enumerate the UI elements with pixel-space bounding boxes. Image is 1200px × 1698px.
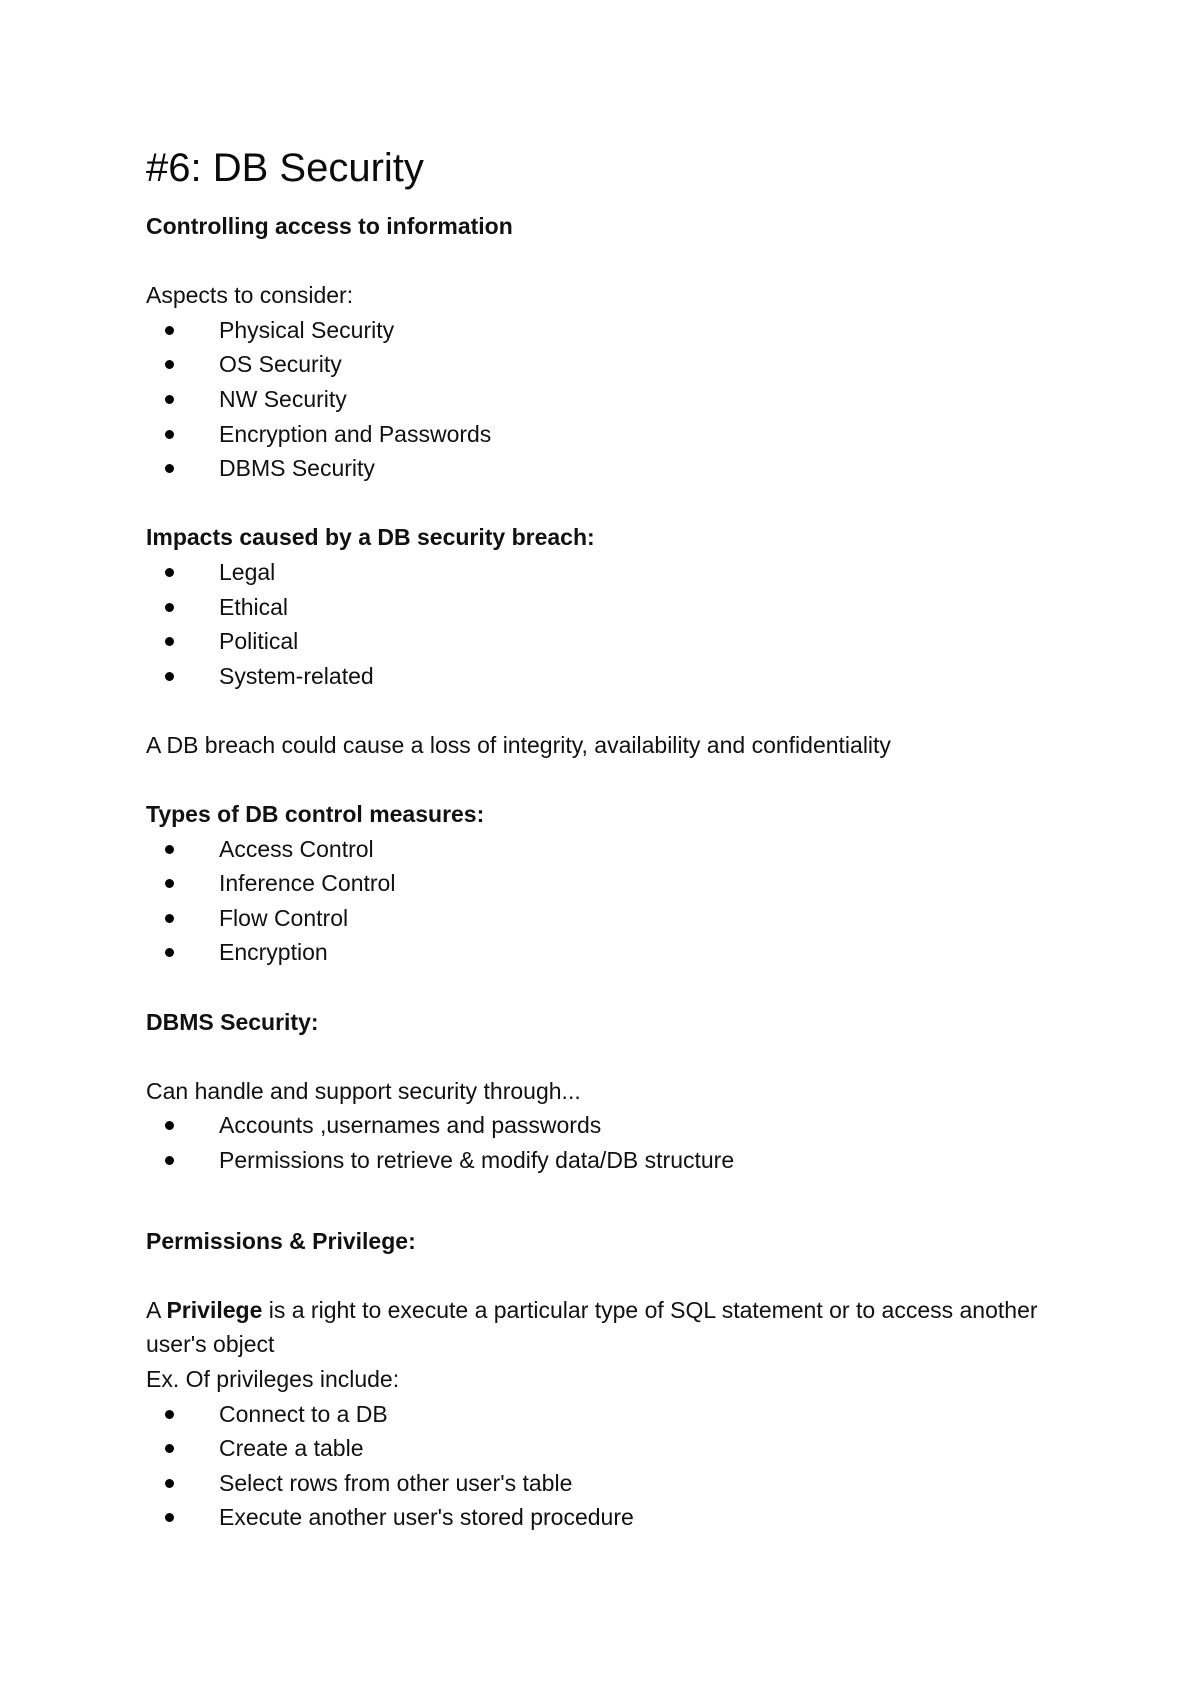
list-item-text: Political [219, 628, 299, 655]
bullet-icon [165, 637, 174, 646]
bullet-icon [165, 395, 174, 404]
list-item-text: Physical Security [219, 316, 395, 343]
list-item [146, 555, 1086, 590]
spacer [146, 486, 1086, 521]
bullet-icon [165, 672, 174, 681]
control-measures-list [146, 832, 1086, 970]
list-item-text: System-related [219, 662, 374, 689]
list-item [146, 417, 1086, 452]
list-item-text: Encryption [219, 939, 328, 966]
list-item-text: Inference Control [219, 870, 396, 897]
examples-intro: Ex. Of privileges include: [146, 1366, 400, 1392]
section-heading-controlling: Controlling access to information [146, 213, 513, 239]
spacer [146, 693, 1086, 728]
list-item [146, 382, 1086, 417]
document-content [146, 135, 1086, 1535]
bullet-icon [165, 360, 174, 369]
list-item [146, 313, 1086, 348]
privileges-list [146, 1397, 1086, 1535]
spacer [146, 1178, 1086, 1224]
list-item [146, 659, 1086, 694]
list-item [146, 624, 1086, 659]
impacts-list [146, 555, 1086, 693]
privilege-term: Privilege [166, 1296, 263, 1323]
list-item [146, 866, 1086, 901]
bullet-icon [165, 1121, 174, 1130]
list-item [146, 1108, 1086, 1143]
list-item [146, 590, 1086, 625]
list-item-text: OS Security [219, 351, 342, 378]
list-item-text: Create a table [219, 1435, 364, 1462]
bullet-icon [165, 1513, 174, 1522]
bullet-icon [165, 845, 174, 854]
list-item-text: NW Security [219, 385, 347, 412]
section-heading-permissions: Permissions & Privilege: [146, 1227, 416, 1254]
spacer [146, 763, 1086, 798]
list-item [146, 901, 1086, 936]
spacer [146, 1258, 1086, 1293]
list-item-text: Encryption and Passwords [219, 420, 492, 447]
spacer [146, 244, 1086, 279]
page-title: #6: DB Security [146, 146, 424, 190]
bullet-icon [165, 1410, 174, 1419]
bullet-icon [165, 879, 174, 888]
breach-statement: A DB breach could cause a loss of integrity, availability and confidentiality [146, 731, 891, 758]
aspects-intro: Aspects to consider: [146, 282, 354, 309]
bullet-icon [165, 1479, 174, 1488]
privilege-prefix: A [146, 1296, 167, 1323]
spacer [146, 1039, 1086, 1074]
bullet-icon [165, 948, 174, 957]
bullet-icon [165, 1444, 174, 1453]
list-item [146, 1143, 1086, 1178]
list-item [146, 451, 1086, 486]
bullet-icon [165, 464, 174, 473]
list-item-text: Permissions to retrieve & modify data/DB structure [219, 1147, 735, 1174]
list-item [146, 935, 1086, 970]
list-item-text: Execute another user's stored procedure [219, 1504, 634, 1531]
dbms-security-list [146, 1108, 1086, 1177]
bullet-icon [165, 568, 174, 577]
aspects-list [146, 313, 1086, 486]
list-item-text: DBMS Security [219, 455, 375, 482]
section-heading-impacts: Impacts caused by a DB security breach: [146, 524, 595, 551]
section-heading-dbms-security: DBMS Security: [146, 1008, 319, 1035]
list-item-text: Flow Control [219, 904, 349, 931]
list-item-text: Access Control [219, 835, 374, 862]
list-item-text: Accounts ,usernames and passwords [219, 1112, 602, 1139]
bullet-icon [165, 914, 174, 923]
bullet-icon [165, 430, 174, 439]
dbms-security-intro: Can handle and support security through... [146, 1077, 581, 1104]
list-item [146, 347, 1086, 382]
list-item-text: Select rows from other user's table [219, 1469, 573, 1496]
bullet-icon [165, 326, 174, 335]
list-item [146, 1500, 1086, 1535]
list-item [146, 1431, 1086, 1466]
list-item-text: Connect to a DB [219, 1400, 388, 1427]
privilege-description: is a right to execute a particular type of SQL statement or to access another user's object [146, 1296, 1038, 1358]
list-item [146, 1466, 1086, 1501]
list-item-text: Ethical [219, 593, 289, 620]
section-heading-control-measures: Types of DB control measures: [146, 801, 485, 828]
bullet-icon [165, 603, 174, 612]
bullet-icon [165, 1156, 174, 1165]
list-item [146, 1397, 1086, 1432]
list-item [146, 832, 1086, 867]
privilege-definition [146, 1293, 1086, 1362]
list-item-text: Legal [219, 558, 276, 585]
spacer [146, 970, 1086, 1005]
